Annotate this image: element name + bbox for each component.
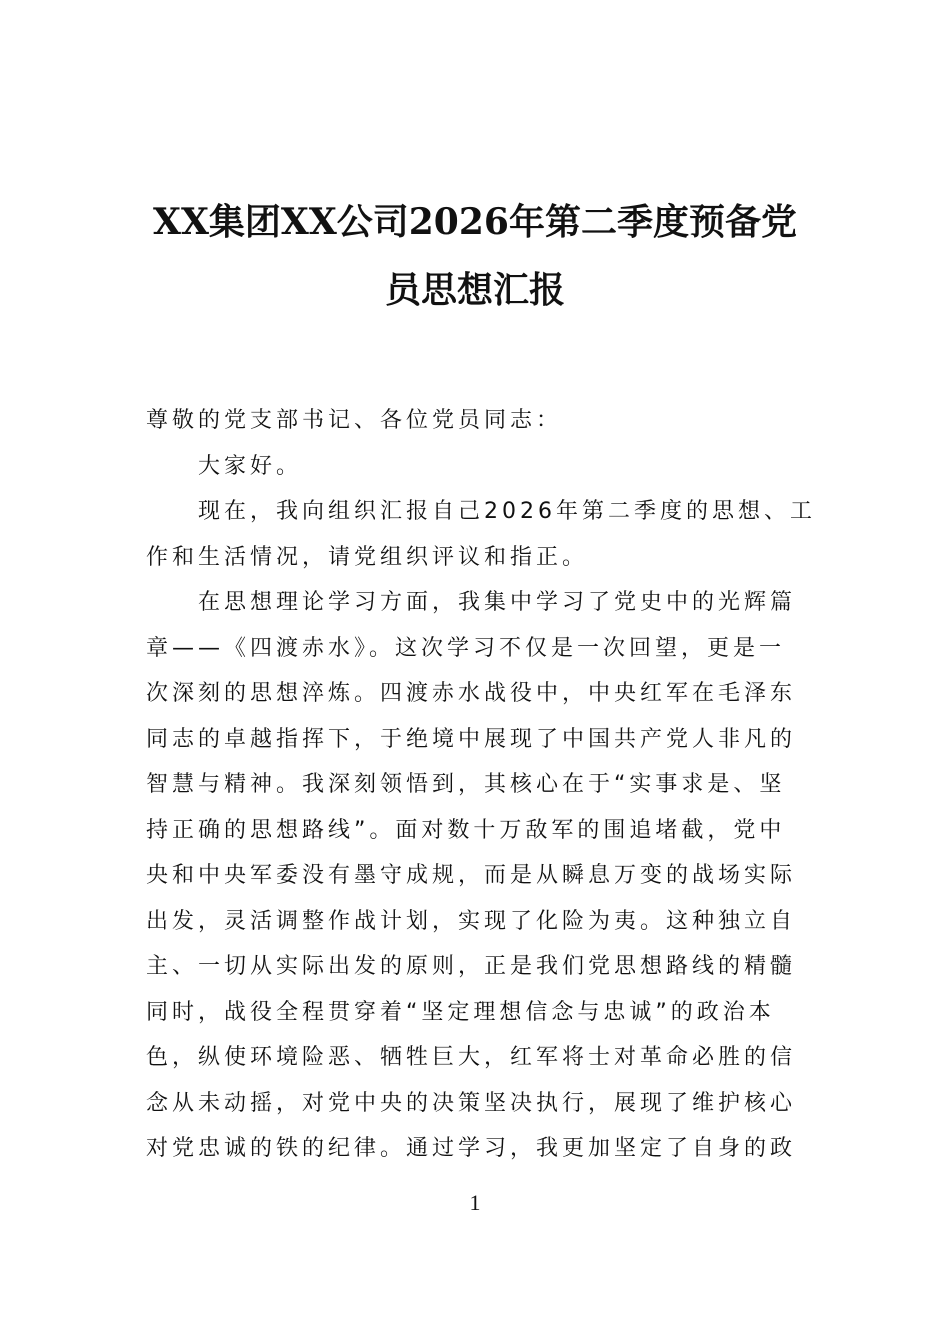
paragraph-line: 主、一切从实际出发的原则，正是我们党思想路线的精髓 (146, 954, 797, 979)
page-number: 1 (469, 1190, 481, 1215)
paragraph-report-intro (146, 489, 816, 580)
document-body (146, 398, 816, 1172)
paragraph-theory-study (146, 580, 806, 1172)
paragraph-line: 在思想理论学习方面，我集中学习了党史中的光辉篇 (198, 590, 797, 615)
paragraph-line: 章——《四渡赤水》。这次学习不仅是一次回望，更是一 (146, 635, 786, 661)
paragraph-line: 同时，战役全程贯穿着“坚定理想信念与忠诚”的政治本 (146, 999, 775, 1025)
paragraph-line: 次深刻的思想淬炼。四渡赤水战役中，中央红军在毛泽东 (146, 681, 797, 706)
paragraph-line: 出发，灵活调整作战计划，实现了化险为夷。这种独立自 (146, 908, 797, 934)
paragraph-line: 念从未动摇，对党中央的决策坚决执行，展现了维护核心 (146, 1090, 797, 1116)
paragraph-line: 智慧与精神。我深刻领悟到，其核心在于“实事求是、坚 (146, 772, 786, 797)
paragraph-line: 作和生活情况，请党组织评议和指正。 (146, 544, 589, 570)
greeting: 大家好。 (198, 453, 303, 479)
salutation: 尊敬的党支部书记、各位党员同志： (146, 408, 563, 433)
title-line-1: XX集团XX公司2026年第二季度预备党 (153, 201, 797, 243)
document-title (130, 188, 820, 324)
paragraph-line: 现在，我向组织汇报自己2026年第二季度的思想、工 (198, 499, 816, 524)
paragraph-line: 央和中央军委没有墨守成规，而是从瞬息万变的战场实际 (146, 863, 797, 888)
paragraph-line: 色，纵使环境险恶、牺牲巨大，红军将士对革命必胜的信 (146, 1045, 797, 1070)
title-line-2: 员思想汇报 (384, 269, 565, 311)
paragraph-line: 同志的卓越指挥下，于绝境中展现了中国共产党人非凡的 (146, 726, 797, 752)
paragraph-line: 对党忠诚的铁的纪律。通过学习，我更加坚定了自身的政 (146, 1136, 797, 1161)
paragraph-line: 持正确的思想路线”。面对数十万敌军的围追堵截，党中 (146, 817, 786, 843)
